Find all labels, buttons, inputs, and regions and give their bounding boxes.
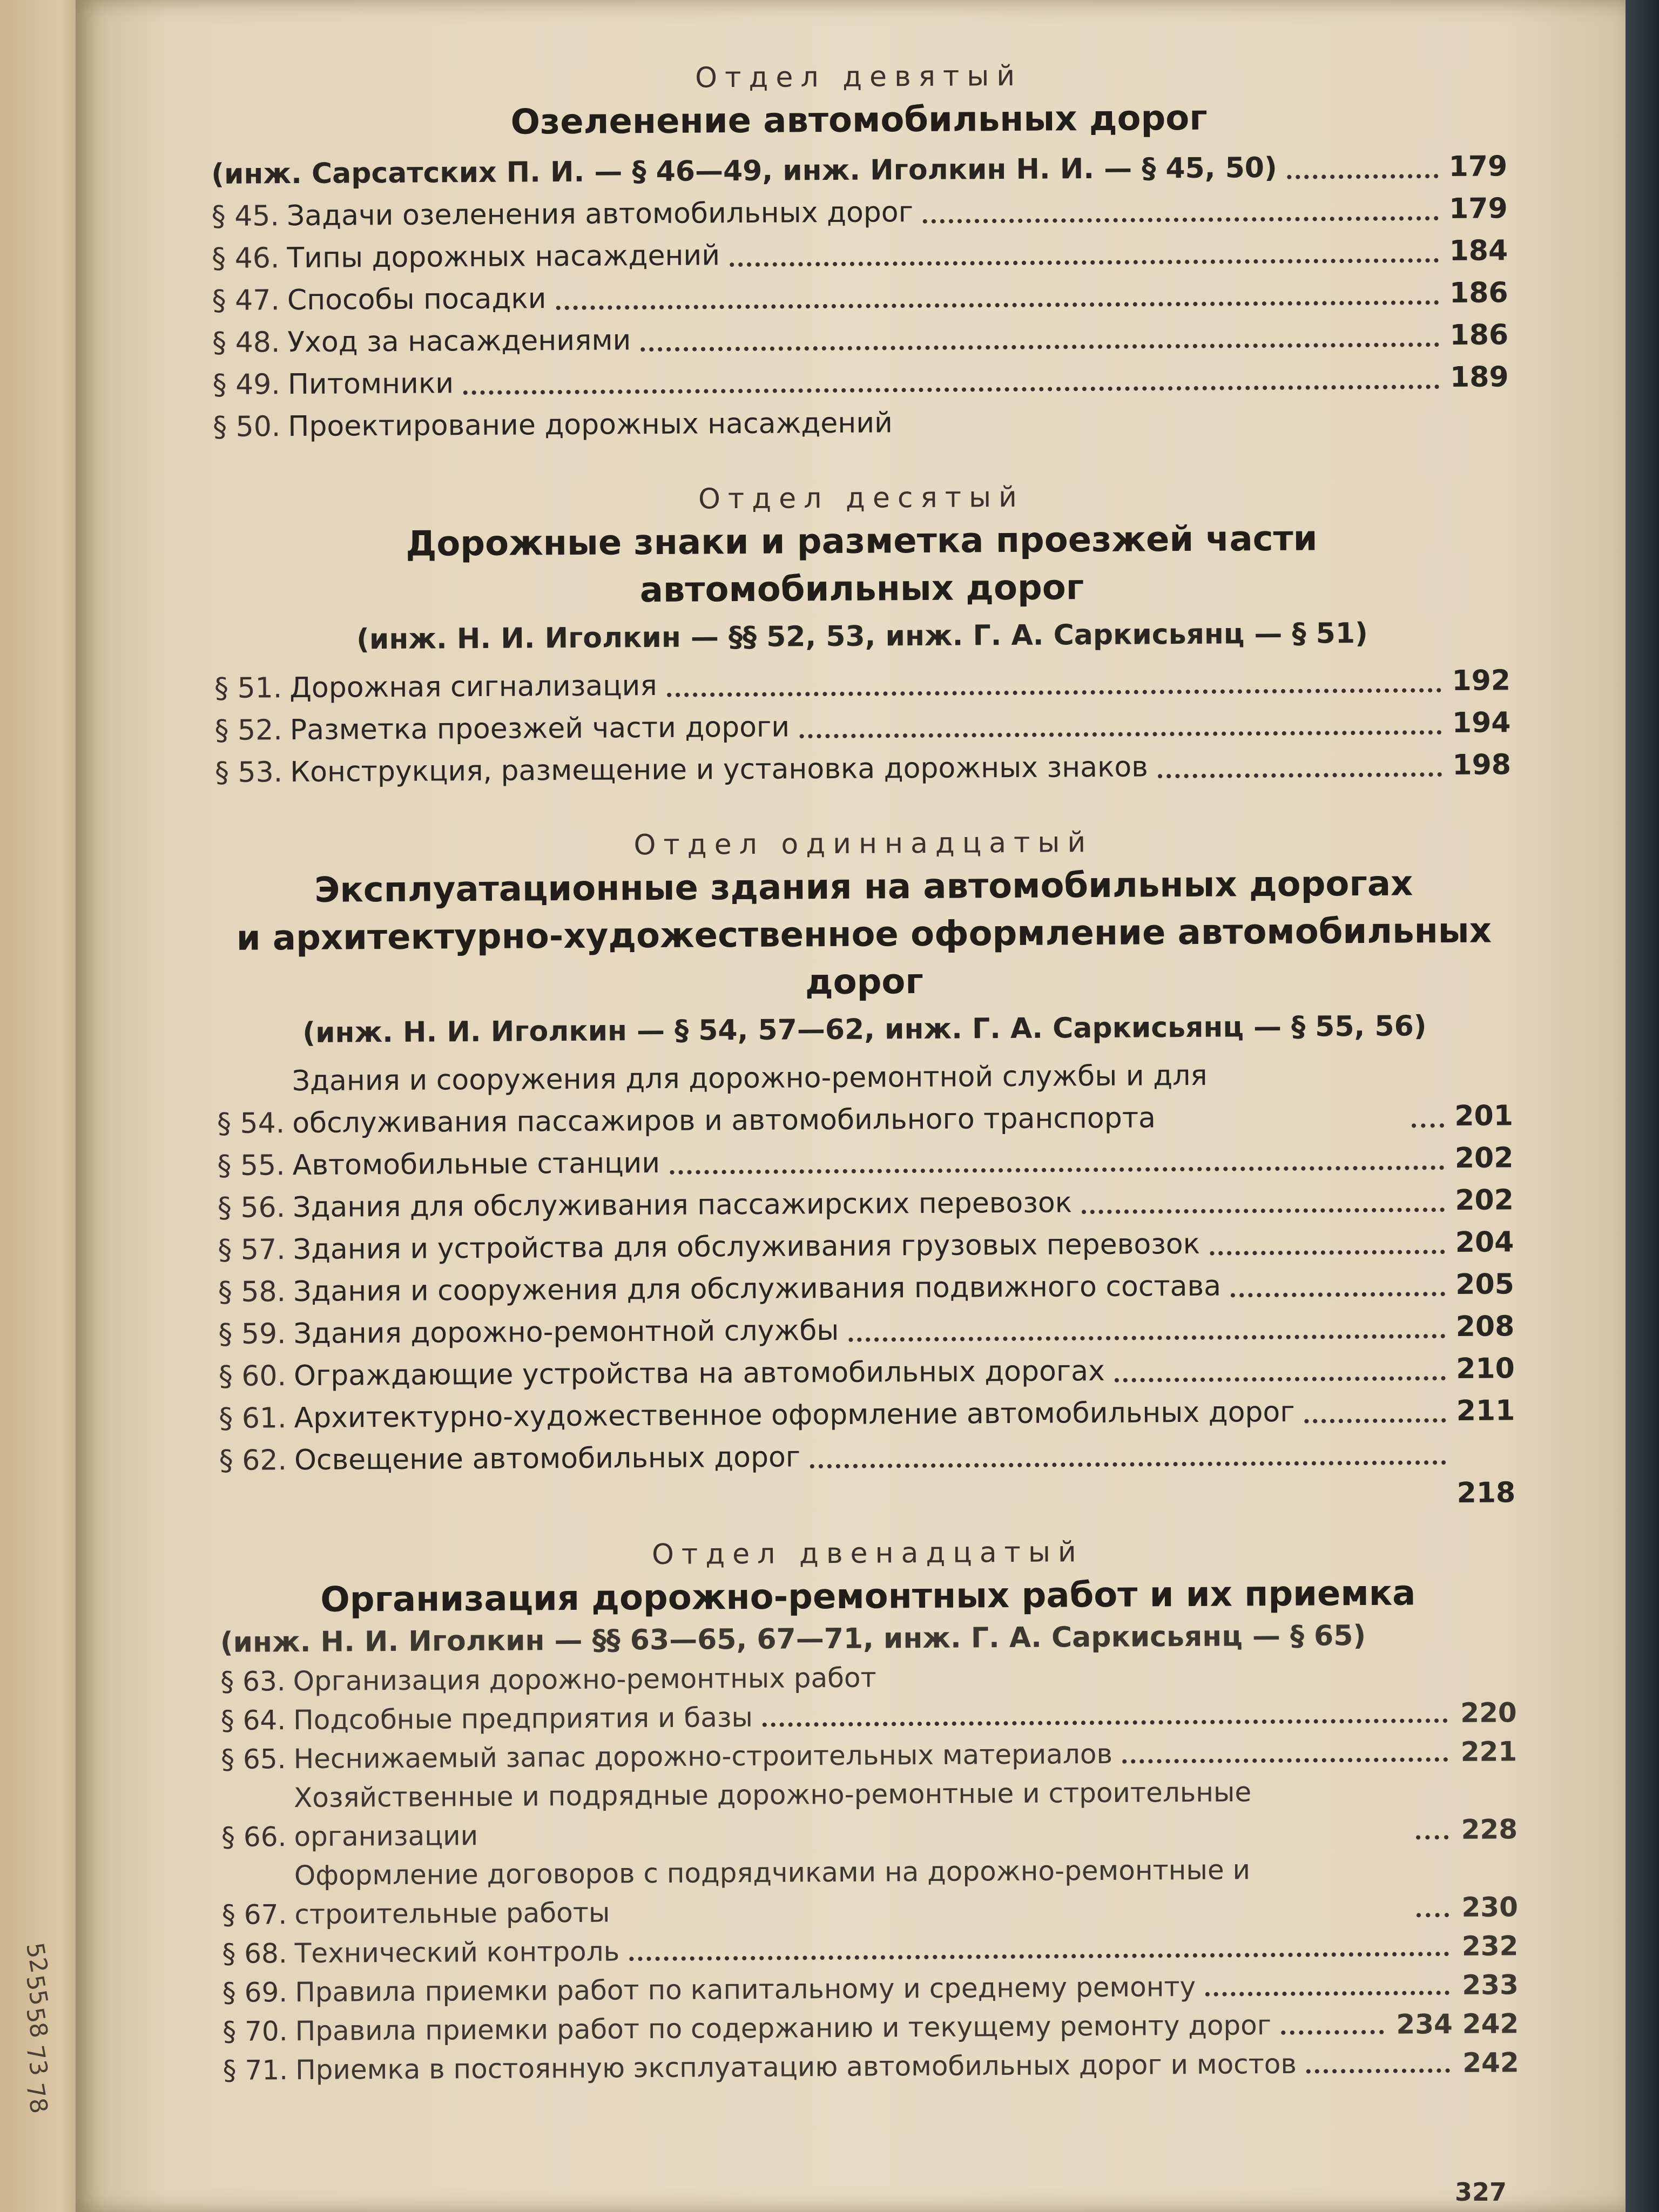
entry-list [214,659,1511,794]
leader-dots [923,216,1439,224]
leader-dots [1416,1835,1448,1839]
page-number: 230 [1461,1891,1519,1923]
leader-dots [670,1165,1444,1175]
list-item [212,314,1508,364]
margin-stub: 55 [21,1973,53,2008]
page-number: 201 [1454,1100,1514,1132]
leader-dots [1417,1913,1449,1917]
authors-line: (инж. Н. И. Иголкин — §§ 52, 53, инж. Г. А. Саркисьянц — § 51) [356,617,1368,656]
table-of-contents [211,57,1519,2090]
entry-title: Правила приемки работ по капитальному и среднему ремонту [295,1971,1196,2008]
entry-number: § 48. [212,326,280,359]
list-item [218,1221,1514,1271]
entry-number: § 58. [218,1276,286,1309]
entry-title: Дорожная сигнализация [289,669,657,705]
entry-title: Правила приемки работ по содержанию и текущему ремонту дорог [295,2009,1272,2047]
page-number: 204 [1455,1226,1514,1259]
list-item [221,1849,1518,1934]
leader-dots [902,427,1440,434]
list-item [213,398,1509,448]
entry-number: § 60. [218,1360,287,1393]
leader-dots [463,385,1440,395]
entry-number: § 66. [221,1821,287,1853]
entry-title: Разметка проезжей части дороги [289,711,790,747]
page-number: 189 [1449,361,1509,394]
entry-title: Архитектурно-художественное оформление автомобильных дорог [294,1395,1295,1435]
entry-number: § 68. [222,1938,287,1970]
list-item [218,1263,1514,1313]
page-number: 232 [1461,1930,1519,1962]
entry-title: Здания и сооружения для обслуживания подвижного состава [293,1270,1222,1309]
leader-dots [730,258,1439,267]
entry-number: § 47. [212,284,280,317]
page-number: 234 [1396,2008,1453,2040]
entry-title: Подсобные предприятия и базы [293,1701,753,1736]
entry-number: § 69. [222,1977,288,2008]
entry-list [211,187,1509,448]
page-number: 210 [1456,1352,1515,1385]
leader-dots [1205,1991,1449,1997]
page-number: 198 [1452,748,1512,781]
entry-title: Уход за насаждениями [287,324,631,359]
list-item [212,356,1508,406]
entry-number: § 64. [220,1704,286,1736]
authors-line [211,145,1507,195]
list-item [219,1390,1515,1440]
entry-number: § 46. [212,242,280,275]
entry-number: § 50. [212,410,281,443]
authors-line: (инж. Н. И. Иголкин — § 54, 57—62, инж. Г. А. Саркисьянц — § 55, 56) [302,1010,1427,1049]
section-11 [215,824,1516,1520]
entry-number: § 56. [217,1191,286,1224]
entry-number: § 71. [222,2054,288,2086]
margin-stub: 78 [21,2081,53,2116]
leader-dots [1122,1757,1448,1764]
page-number: 186 [1449,319,1509,352]
list-item [221,1771,1518,1857]
section-label: Отдел десятый [698,481,1025,516]
page-number: 228 [1461,1813,1518,1845]
page-number: 202 [1455,1184,1514,1217]
entry-title: Здания для обслуживания пассажирских перевозок [292,1186,1073,1224]
leader-dots [1115,1376,1446,1382]
entry-number: § 51. [214,672,282,705]
leader-dots [810,1460,1446,1468]
list-item [222,2043,1519,2090]
page-number: 179 [1448,192,1508,225]
page-number: 194 [1452,706,1511,739]
page-number: 218 [1456,1476,1516,1509]
margin-stub: 52 [21,1940,53,1975]
section-title-line-1: Эксплуатационные здания на автомобильных дорогах [314,864,1413,911]
leader-dots [1158,772,1442,778]
list-item [215,744,1511,794]
leader-dots [1231,1292,1445,1297]
list-item [214,702,1510,752]
entry-list [217,1053,1515,1482]
entry-list [220,1654,1519,2090]
page-number: 242 [1462,2047,1519,2079]
margin-stub: 58 [21,2005,53,2040]
list-item [218,1305,1514,1355]
page-number: 192 [1452,664,1511,697]
entry-title: Неснижаемый запас дорожно-строительных материалов [293,1738,1113,1775]
leader-dots [667,688,1441,697]
section-title-line-2: автомобильных дорог [639,568,1084,611]
list-item [218,1179,1514,1229]
entry-title: Приемка в постоянную эксплуатацию автомобильных дорог и мостов [295,2048,1297,2086]
page-number: 184 [1449,234,1508,267]
page-number: 186 [1449,276,1508,309]
list-item [214,659,1510,710]
entry-number: § 61. [219,1402,287,1435]
entry-number: § 52. [214,714,282,747]
margin-stub: 73 [21,2043,53,2078]
entry-number: § 57. [218,1233,286,1266]
list-item [211,187,1507,238]
section-label: Отдел девятый [694,59,1023,95]
list-item [219,1432,1515,1482]
list-item [217,1137,1513,1187]
page-number: 221 [1460,1736,1518,1768]
list-item [212,272,1508,322]
entry-title: Здания дорожно-ремонтной службы [293,1314,839,1351]
entry-title: Освещение автомобильных дорог [294,1441,801,1477]
leader-dots [848,1334,1445,1342]
authors-text: (инж. Сарсатских П. И. — § 46—49, инж. Иголкин Н. И. — § 45, 50) [211,151,1277,191]
entry-title: Способы посадки [287,282,547,317]
page-number: 211 [1456,1394,1515,1427]
page-number: 220 [1460,1697,1517,1729]
entry-number: § 55. [217,1149,285,1182]
list-item [219,1347,1515,1398]
book-page [76,0,1626,2212]
page-number: 233 [1462,1969,1519,2001]
leader-dots [1306,2068,1450,2074]
page-number: 179 [1448,150,1508,183]
entry-title: Ограждающие устройства на автомобильных дорогах [293,1354,1105,1393]
leader-dots [763,1718,1448,1727]
list-item [217,1053,1513,1145]
entry-title: Питомники [287,367,454,401]
entry-title: Задачи озеленения автомобильных дорог [286,196,914,233]
entry-title: Технический контроль [294,1936,620,1970]
leader-dots [1412,1123,1444,1128]
leader-dots [799,730,1441,738]
section-title-line-2: и архитектурно-художественное оформление автомобильных [236,911,1492,959]
section-label: Отдел одиннадцатый [633,826,1094,862]
authors-line: (инж. Н. И. Иголкин — §§ 63—65, 67—71, инж. Г. А. Саркисьянц — § 65) [220,1619,1366,1659]
leader-dots [1210,1250,1445,1256]
leader-dots [556,300,1439,310]
entry-number: § 67. [221,1899,287,1931]
entry-title: Проектирование дорожных насаждений [288,407,893,443]
entry-number: § 49. [212,368,281,401]
entry-number: § 53. [214,756,283,789]
section-title: Организация дорожно-ремонтных работ и их приемка [320,1573,1416,1620]
entry-number: § 45. [211,200,280,233]
leader-dots [1082,1208,1445,1214]
list-item [212,230,1508,280]
page-number: 208 [1455,1310,1515,1343]
entry-number: § 62. [219,1444,287,1477]
entry-title: Хозяйственные и подрядные дорожно-ремонтные и строительные организации [293,1776,1252,1853]
entry-title: Конструкция, размещение и установка дорожных знаков [290,751,1149,789]
entry-number: § 63. [220,1665,286,1697]
leader-dots [1287,174,1438,179]
entry-title: Типы дорожных насаждений [287,239,720,275]
entry-title: Организация дорожно-ремонтных работ [293,1662,876,1697]
folio-page-number: 327 [1454,2177,1507,2207]
entry-title: Здания и устройства для обслуживания грузовых перевозок [293,1228,1201,1266]
section-9 [211,57,1509,448]
page-number-extra: 242 [1462,2008,1519,2040]
section-title-line-1: Дорожные знаки и разметка проезжей части [406,518,1318,564]
section-label: Отдел двенадцатый [651,1536,1084,1572]
leader-dots [886,1680,1448,1687]
leader-dots [640,342,1439,352]
entry-number: § 54. [217,1107,285,1140]
leader-dots [1281,2030,1384,2035]
entry-number: § 65. [220,1743,286,1775]
leader-dots [629,1952,1449,1961]
page-number: 202 [1454,1142,1514,1175]
section-title: Озеленение автомобильных дорог [510,98,1208,143]
leader-dots [1305,1418,1446,1424]
section-10 [213,478,1511,794]
entry-title: Автомобильные станции [292,1147,660,1182]
entry-number: § 59. [218,1318,286,1351]
entry-title: Оформление договоров с подрядчиками на дорожно-ремонтные и строительные работы [294,1854,1251,1931]
page-number: 205 [1455,1268,1515,1301]
section-12 [220,1533,1519,2090]
section-title-line-3: дорог [805,961,924,1003]
entry-title: Здания и сооружения для дорожно-ремонтной службы и для обслуживания пассажиров и автомобильного транспорта [292,1059,1208,1140]
entry-number: § 70. [222,2015,288,2047]
book-spine [1626,0,1659,2212]
